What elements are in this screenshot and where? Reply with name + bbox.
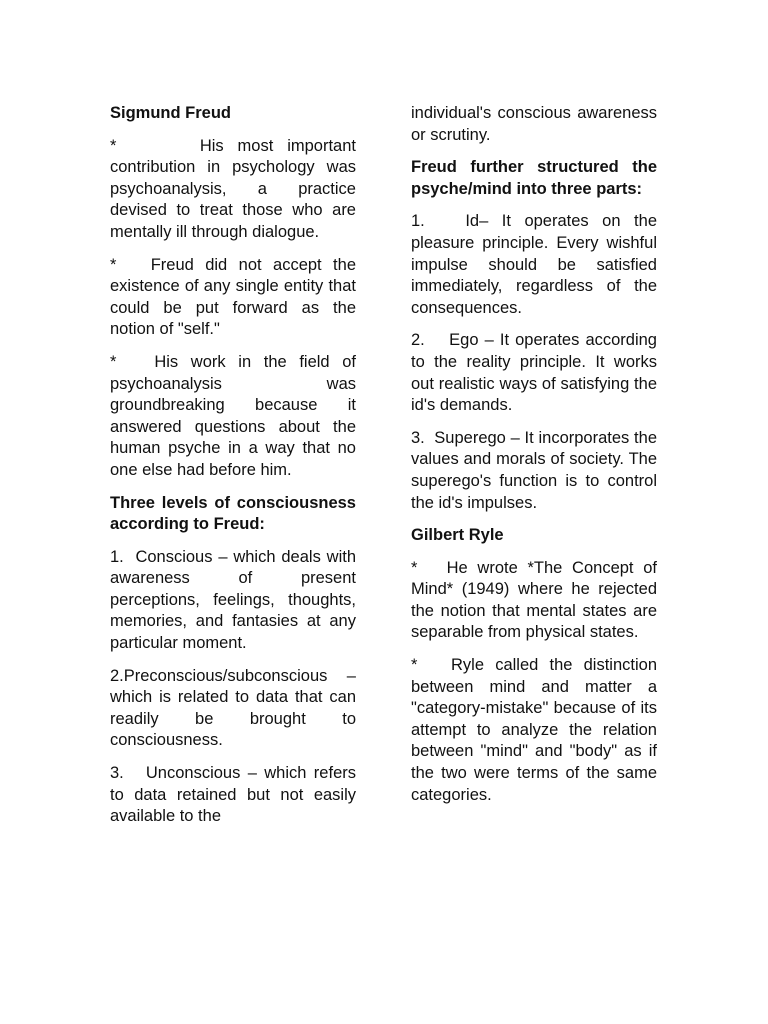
freud-paragraph-3: * His work in the field of psychoanalysis was groundbreaking because it answered questions about the human psyche in a way that no one else had before him. bbox=[110, 352, 361, 479]
psyche-item-superego: 3. Superego – It incorporates the values and morals of society. The superego's function is to control the id's impulses. bbox=[411, 428, 662, 512]
freud-paragraph-2: * Freud did not accept the existence of any single entity that could be put forward as the notion of "self." bbox=[110, 255, 361, 339]
continuation-text: individual's conscious awareness or scrutiny. bbox=[411, 104, 662, 144]
section-heading-levels: Three levels of consciousness according to Freud: bbox=[110, 493, 361, 534]
right-column bbox=[411, 103, 662, 817]
ryle-paragraph-1: * He wrote *The Concept of Mind* (1949) where he rejected the notion that mental states are separable from physical states. bbox=[411, 558, 662, 642]
psyche-item-ego: 2. Ego – It operates according to the reality principle. It works out realistic ways of satisfying the id's demands. bbox=[411, 331, 662, 415]
level-item-conscious: 1. Conscious – which deals with awareness of present perceptions, feelings, thoughts, memories, and fantasies at any particular moment. bbox=[110, 547, 361, 653]
section-heading-freud: Sigmund Freud bbox=[110, 104, 231, 122]
level-item-preconscious: 2.Preconscious/subconscious – which is related to data that can readily be brought to consciousness. bbox=[110, 666, 361, 750]
section-heading-ryle: Gilbert Ryle bbox=[411, 526, 504, 545]
freud-paragraph-1: * His most important contribution in psychology was psychoanalysis, a practice devised to treat those who are mentally ill through dialogue. bbox=[110, 136, 361, 241]
psyche-item-id: 1. Id– It operates on the pleasure principle. Every wishful impulse should be satisfied immediately, regardless of the consequences. bbox=[411, 212, 662, 317]
left-column bbox=[110, 103, 361, 839]
level-item-unconscious: 3. Unconscious – which refers to data retained but not easily available to the bbox=[110, 764, 361, 826]
ryle-paragraph-2: * Ryle called the distinction between mind and matter a "category-mistake" because of its attempt to analyze the relation between "mind" and "body" as if the two were terms of the same categories. bbox=[411, 656, 662, 804]
section-heading-psyche: Freud further structured the psyche/mind into three parts: bbox=[411, 158, 662, 198]
